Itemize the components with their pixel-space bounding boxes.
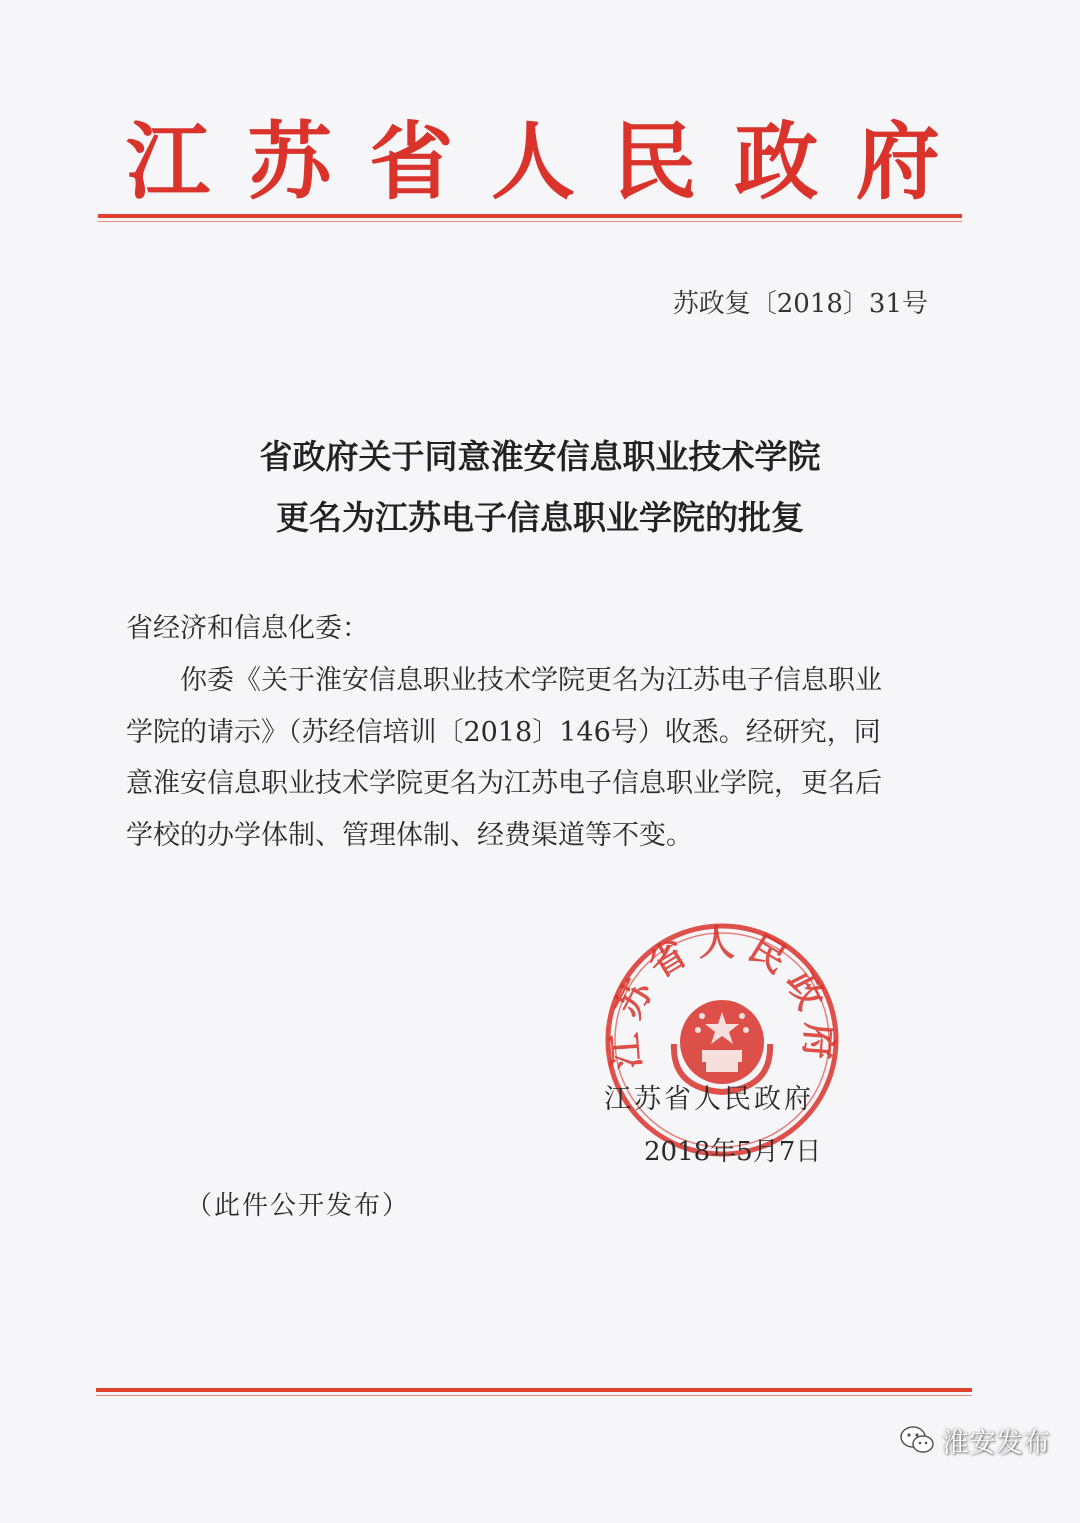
body-line: 你委《关于淮安信息职业技术学院更名为江苏电子信息职业 [180, 665, 882, 696]
body-line: 学校的办学体制、管理体制、经费渠道等不变。 [126, 820, 693, 851]
svg-text:江苏省人民政府: 江苏省人民政府 [604, 922, 840, 1071]
masthead-char: 江 [125, 112, 210, 211]
signature-issuer: 江苏省人民政府 [604, 1084, 814, 1115]
red-footer-rule [96, 1388, 972, 1392]
masthead-char: 政 [734, 112, 819, 211]
masthead [118, 112, 948, 212]
official-seal-icon [602, 920, 842, 1160]
issue-date: 2018年5月7日 [644, 1137, 822, 1167]
masthead-char: 苏 [247, 112, 332, 211]
document-number: 苏政复〔2018〕31号 [672, 289, 928, 319]
publication-note: （此件公开发布） [186, 1191, 411, 1221]
document-title-line-1: 省政府关于同意淮安信息职业技术学院 [259, 437, 821, 476]
masthead-char: 省 [369, 112, 454, 211]
red-footer-rule-thin [96, 1395, 972, 1396]
body-line: 学院的请示》（苏经信培训〔2018〕146号）收悉。经研究，同 [126, 717, 881, 748]
wechat-icon [898, 1424, 936, 1456]
red-header-rule-thin [98, 221, 962, 222]
body-line: 意淮安信息职业技术学院更名为江苏电子信息职业学院，更名后 [126, 768, 882, 799]
masthead-char: 府 [855, 112, 940, 211]
red-header-rule [98, 214, 962, 218]
source-watermark [898, 1420, 1050, 1460]
masthead-char: 人 [490, 112, 575, 211]
addressee: 省经济和信息化委： [126, 613, 369, 644]
masthead-char: 民 [612, 112, 697, 211]
document-title-line-2: 更名为江苏电子信息职业学院的批复 [276, 498, 804, 537]
watermark-text: 淮安发布 [942, 1427, 1050, 1459]
